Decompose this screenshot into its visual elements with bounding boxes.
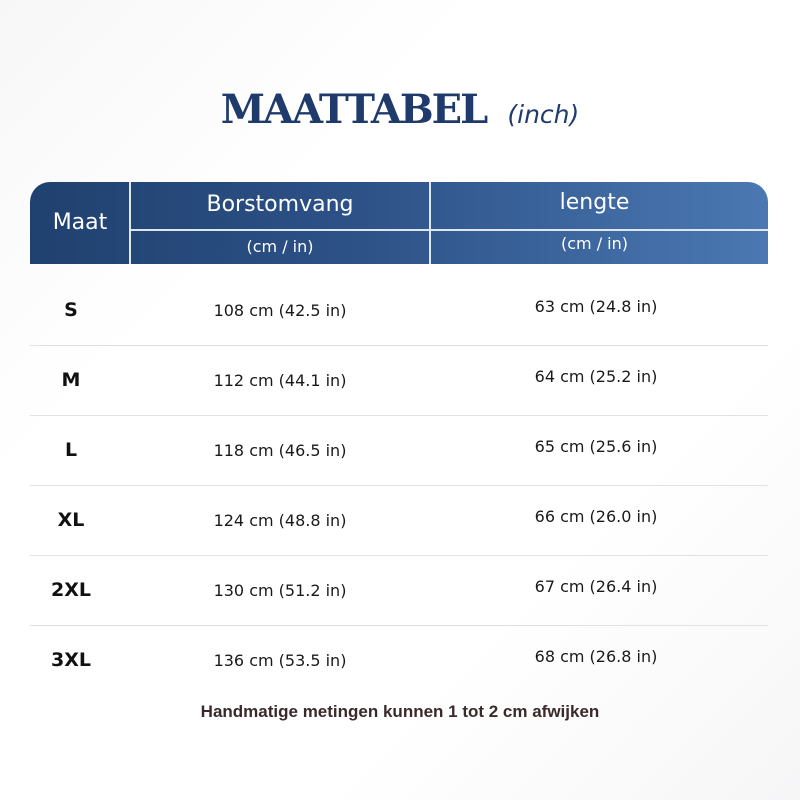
title-main: MAATTABEL xyxy=(220,86,487,133)
table-row xyxy=(30,416,768,486)
length-cell: 65 cm (25.6 in) xyxy=(534,437,658,456)
size-table-header xyxy=(30,182,768,264)
page-title xyxy=(0,86,800,133)
chest-cell: 112 cm (44.1 in) xyxy=(213,371,347,390)
chest-cell: 136 cm (53.5 in) xyxy=(213,651,347,670)
size-cell: S xyxy=(64,299,78,321)
header-subdivider xyxy=(131,229,768,231)
title-unit: (inch) xyxy=(507,100,580,129)
header-size: Maat xyxy=(52,210,108,235)
chest-cell: 118 cm (46.5 in) xyxy=(213,441,347,460)
length-cell: 67 cm (26.4 in) xyxy=(534,577,658,596)
length-cell: 68 cm (26.8 in) xyxy=(534,647,658,666)
size-cell: XL xyxy=(57,509,85,531)
size-cell: M xyxy=(61,369,81,391)
table-row xyxy=(30,486,768,556)
size-cell: L xyxy=(64,439,78,461)
header-chest-unit: (cm / in) xyxy=(246,237,314,256)
header-length: lengte xyxy=(559,190,630,215)
length-cell: 63 cm (24.8 in) xyxy=(534,297,658,316)
length-cell: 66 cm (26.0 in) xyxy=(534,507,658,526)
size-table-body xyxy=(30,276,768,695)
chest-cell: 124 cm (48.8 in) xyxy=(213,511,347,530)
size-cell: 2XL xyxy=(51,579,91,601)
size-cell: 3XL xyxy=(51,649,91,671)
header-length-unit: (cm / in) xyxy=(560,234,628,253)
table-row xyxy=(30,626,768,695)
table-row xyxy=(30,276,768,346)
header-chest: Borstomvang xyxy=(206,192,354,217)
length-cell: 64 cm (25.2 in) xyxy=(534,367,658,386)
measurement-note: Handmatige metingen kunnen 1 tot 2 cm afwijken xyxy=(200,702,600,721)
chest-cell: 108 cm (42.5 in) xyxy=(213,301,347,320)
table-row xyxy=(30,346,768,416)
chest-cell: 130 cm (51.2 in) xyxy=(213,581,347,600)
table-row xyxy=(30,556,768,626)
